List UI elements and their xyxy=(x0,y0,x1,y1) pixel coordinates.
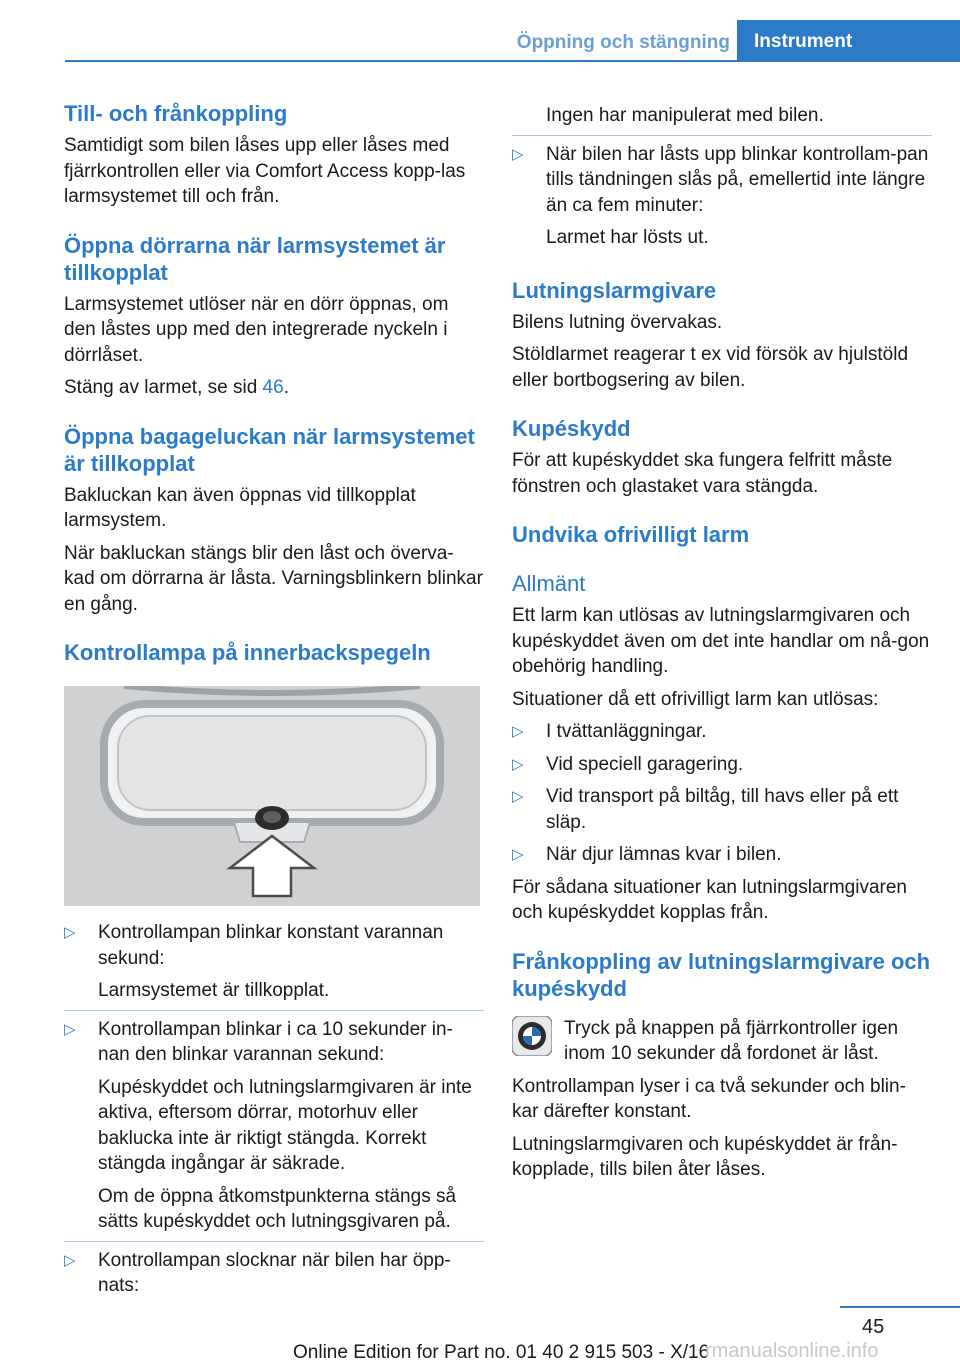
key-instruction-row xyxy=(512,1016,932,1067)
list-item xyxy=(512,784,932,835)
list-item-text: När djur lämnas kvar i bilen. xyxy=(546,844,782,865)
kontrollampa-list xyxy=(512,142,932,251)
page-link[interactable]: 46 xyxy=(262,377,284,398)
page-number: 45 xyxy=(862,1316,885,1338)
triangle-bullet-icon: ▷ xyxy=(64,924,76,941)
heading-oppna-bagageluckan: Öppna bagageluckan när larmsystemet är tillkopplat xyxy=(64,423,475,476)
heading-kontrollampa: Kontrollampa på innerbackspegeln xyxy=(64,640,431,665)
situations-list xyxy=(512,719,932,868)
list-item-text: Kontrollampan blinkar i ca 10 sekunder in-nan den blinkar varannan sekund: xyxy=(98,1018,453,1065)
list-item xyxy=(512,752,932,778)
kontrollampa-list xyxy=(64,920,484,1004)
watermark: rmanualsonline.info xyxy=(705,1340,879,1362)
header-section-title: Öppning och stängning xyxy=(516,32,730,53)
header-chapter-tab: Instrument xyxy=(737,20,960,62)
heading-allmant: Allmänt xyxy=(512,571,586,596)
triangle-bullet-icon: ▷ xyxy=(512,846,524,863)
kontrollampa-list xyxy=(64,1248,484,1299)
paragraph-link-line xyxy=(64,375,484,401)
heading-oppna-dorrarna: Öppna dörrarna när larmsystemet är tillkopplat xyxy=(64,232,446,285)
bmw-key-button-icon xyxy=(512,1016,552,1056)
list-item-text: Kontrollampan blinkar konstant varannan sekund: xyxy=(98,922,444,969)
paragraph: Lutningslarmgivaren och kupéskyddet är från-kopplade, tills bilen åter låses. xyxy=(512,1133,898,1180)
list-divider xyxy=(512,135,932,136)
kontrollampa-list xyxy=(64,1017,484,1235)
triangle-bullet-icon: ▷ xyxy=(512,788,524,805)
heading-till-och-frankoppling: Till- och frånkoppling xyxy=(64,101,288,126)
text: Stäng av larmet, se sid xyxy=(64,377,263,398)
triangle-bullet-icon: ▷ xyxy=(64,1020,76,1038)
paragraph: Bilens lutning övervakas. xyxy=(512,311,723,333)
paragraph: För sådana situationer kan lutningslarmgivaren och kupéskyddet kopplas från. xyxy=(512,876,907,923)
paragraph: Kontrollampan lyser i ca två sekunder och blin-kar därefter konstant. xyxy=(512,1075,906,1122)
paragraph: Situationer då ett ofrivilligt larm kan utlösas: xyxy=(512,688,879,710)
mirror-svg xyxy=(64,686,480,906)
heading-frankoppling: Frånkoppling av lutningslarmgivare och kupéskydd xyxy=(512,948,931,1001)
paragraph: Samtidigt som bilen låses upp eller låses med fjärrkontrollen eller via Comfort Access kopp-las larmsystemet till och från. xyxy=(64,135,466,207)
list-divider xyxy=(64,1241,484,1242)
triangle-bullet-icon: ▷ xyxy=(512,145,524,163)
footer-rule xyxy=(840,1306,960,1308)
paragraph: Stöldlarmet reagerar t ex vid försök av hjulstöld eller bortbogsering av bilen. xyxy=(512,344,909,391)
mirror-illustration xyxy=(64,686,480,906)
list-item-text: Vid transport på biltåg, till havs eller på ett släp. xyxy=(546,786,899,833)
paragraph: Tryck på knappen på fjärrkontroller igen inom 10 sekunder då fordonet är låst. xyxy=(564,1017,899,1064)
list-item-text: När bilen har låsts upp blinkar kontrollam-pan tills tändningen slås på, emellertid inte längre än ca fem minuter: xyxy=(546,143,929,216)
list-item-text: Vid speciell garagering. xyxy=(546,753,744,775)
triangle-bullet-icon: ▷ xyxy=(512,755,524,773)
list-item xyxy=(64,1248,484,1299)
text: . xyxy=(283,377,289,398)
list-divider xyxy=(64,1010,484,1011)
list-item-sub: Larmsystemet är tillkopplat. xyxy=(98,980,330,1001)
triangle-bullet-icon: ▷ xyxy=(512,723,524,740)
paragraph: Bakluckan kan även öppnas vid tillkopplat larmsystem. xyxy=(64,484,416,531)
header-rule xyxy=(65,60,960,62)
left-column xyxy=(64,100,484,1299)
list-item-text: Kontrollampan slocknar när bilen har öpp-nats: xyxy=(98,1249,451,1296)
heading-kupeskydd: Kupéskydd xyxy=(512,416,631,441)
paragraph: Ett larm kan utlösas av lutningslarmgivaren och kupéskyddet även om det inte handlar om nå-gon obehörig handling. xyxy=(512,605,930,677)
list-item-sub: Larmet har lösts ut. xyxy=(546,227,709,248)
list-item xyxy=(64,1017,484,1235)
list-item xyxy=(512,842,932,868)
paragraph: När bakluckan stängs blir den låst och överva-kad om dörrarna är låsta. Varningsblinkern blinkar en gång. xyxy=(64,542,483,615)
right-column xyxy=(512,100,932,1183)
triangle-bullet-icon: ▷ xyxy=(64,1251,76,1269)
paragraph: Larmsystemet utlöser när en dörr öppnas, om den låstes upp med den integrerade nyckeln i dörrlåset. xyxy=(64,293,449,366)
list-item-sub: Kupéskyddet och lutningslarmgivaren är inte aktiva, eftersom dörrar, motorhuv eller baklucka inte är riktigt stängda. Korrekt stängda ingångar är säkrade. xyxy=(98,1076,472,1174)
paragraph: För att kupéskyddet ska fungera felfritt måste fönstren och glastaket vara stängda. xyxy=(512,450,893,497)
list-item xyxy=(512,142,932,251)
heading-lutningslarmgivare: Lutningslarmgivare xyxy=(512,277,717,303)
heading-undvika-ofrivilligt-larm: Undvika ofrivilligt larm xyxy=(512,522,750,547)
list-item xyxy=(64,920,484,1004)
footer-edition: Online Edition for Part no. 01 40 2 915 503 - X/16 xyxy=(293,1342,710,1363)
list-item-text: I tvättanläggningar. xyxy=(546,721,707,742)
list-item-sub: Ingen har manipulerat med bilen. xyxy=(546,105,824,126)
list-item xyxy=(512,719,932,745)
list-item-sub: Om de öppna åtkomstpunkterna stängs så sätts kupéskyddet och lutningsgivaren på. xyxy=(98,1185,457,1232)
